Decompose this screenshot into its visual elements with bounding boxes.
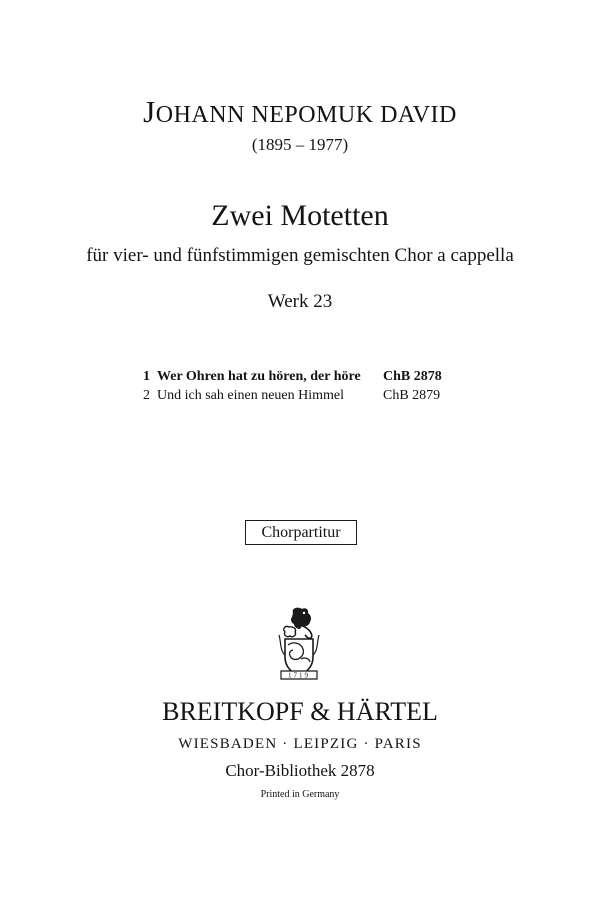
work-catalog-code: ChB 2879	[383, 388, 441, 403]
work-number: 1	[143, 369, 150, 384]
composer-dates: (1895 – 1977)	[251, 135, 349, 154]
work-name: Wer Ohren hat zu hören, der höre	[157, 369, 361, 384]
work-title: Zwei Motetten	[211, 199, 389, 232]
printed-note: Printed in Germany	[260, 789, 340, 800]
publisher-cities: WIESBADEN · LEIPZIG · PARIS	[178, 736, 422, 752]
composer-name	[0, 94, 600, 130]
breitkopf-emblem-icon	[271, 605, 327, 681]
composer-name-rest: OHANN NEPOMUK DAVID	[155, 102, 457, 128]
work-item	[143, 388, 483, 407]
work-item	[143, 369, 483, 388]
emblem-year: 1719	[288, 671, 310, 680]
publisher-name: BREITKOPF & HÄRTEL	[162, 697, 438, 726]
work-number: 2	[143, 388, 150, 403]
work-catalog-code: ChB 2878	[383, 369, 442, 384]
work-subtitle: für vier- und fünfstimmigen gemischten Chor a cappella	[86, 245, 514, 266]
edition-label-box: Chorpartitur	[245, 520, 357, 545]
works-list	[143, 369, 483, 407]
series-number: Chor-Bibliothek 2878	[225, 761, 375, 780]
work-name: Und ich sah einen neuen Himmel	[157, 388, 345, 403]
composer-first-letter: J	[143, 94, 156, 129]
opus-number: Werk 23	[267, 291, 333, 312]
